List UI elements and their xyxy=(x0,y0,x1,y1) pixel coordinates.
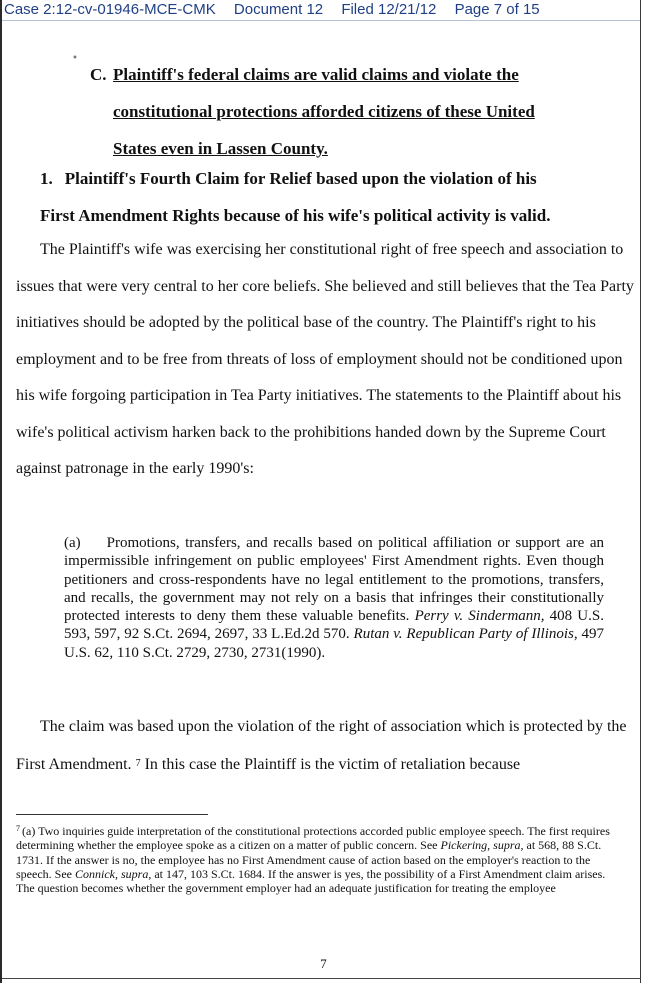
citation-rutan-name: Rutan v. Republican Party of Illinois, xyxy=(353,626,578,643)
scan-mark: • xyxy=(72,53,78,64)
subsection-1-line-1-text: Plaintiff's Fourth Claim for Relief based upon the violation of his xyxy=(64,169,537,188)
citation-rutan-details: 497 U.S. 62, 110 S.Ct. 2729, 2730, 2731(1990). xyxy=(64,626,605,661)
ecf-header xyxy=(4,0,640,20)
body-paragraph-1: The Plaintiff's wife was exercising her constitutional right of free speech and association to issues that were very central to her core beliefs. She believed and still believes that the Tea Party initiatives should be adopted by the political base of the country. The Plaintiff's right to his employment and to be free from threats of loss of employment should not be conditioned upon his wife forgoing participation in Tea Party initiatives. The statements to the Plaintiff about his wife's political activism harken back to the prohibitions handed down by the Supreme Court against patronage in the early 1990's: xyxy=(16,241,634,477)
quote-body: Promotions, transfers, and recalls based on political affiliation or support are an impermissible infringement on public employees' First Amendment rights. Even though petitioners and cross-respondents have no legal entitlement to the promotions, transfers, and recalls, the government may not rely on a basis that infringes their constitutionally protected interests to deny them these valuable benefits. xyxy=(64,535,604,625)
subsection-1-line-1 xyxy=(40,160,630,197)
page-number: 7 xyxy=(320,956,327,971)
page-left-border xyxy=(0,0,2,983)
filed-date: Filed 12/21/12 xyxy=(341,1,437,18)
footnote-cite-pickering: Pickering, supra, xyxy=(440,838,524,853)
footnote-text-3: at 147, 103 S.Ct. 1684. If the answer is yes, the possibility of a First Amendment claim arises. The question becomes whether the government employer had an adequate justification for treating the employee xyxy=(16,866,606,896)
footnote-reference-7[interactable]: 7 xyxy=(135,758,141,769)
citation-perry-details: 408 U.S. 593, 597, 92 S.Ct. 2694, 2697, 33 L.Ed.2d 570. xyxy=(64,608,604,643)
footnote-7 xyxy=(16,822,624,920)
citation-perry-name: Perry v. Sindermann, xyxy=(414,608,545,625)
section-c-line-1: Plaintiff's federal claims are valid claims and violate the xyxy=(113,65,519,84)
header-divider xyxy=(2,20,640,21)
subsection-1-heading xyxy=(40,160,630,234)
section-c-line-2: constitutional protections afforded citizens of these United xyxy=(113,102,535,121)
case-number: Case 2:12-cv-01946-MCE-CMK xyxy=(4,1,216,18)
page-right-border xyxy=(640,0,641,983)
section-c-label: C. xyxy=(90,65,107,84)
body-paragraph-2 xyxy=(16,708,634,783)
block-quote xyxy=(64,534,604,662)
paragraph-2-text-end: In this case the Plaintiff is the victim of retaliation because xyxy=(144,756,521,773)
quote-label: (a) xyxy=(64,535,81,551)
subsection-1-number: 1. xyxy=(40,169,53,188)
footnote-text-2: at 568, 88 S.Ct. 1731. If the answer is no, the employee has no First Amendment cause of action based on the employer's reaction to the speech. See xyxy=(16,838,602,881)
footnote-separator xyxy=(16,814,208,815)
section-c-heading xyxy=(90,56,610,167)
paragraph-2-text-start: The claim was based upon the violation of the right of association which is protected by the First Amendment. xyxy=(16,718,627,773)
bottom-divider xyxy=(2,978,640,979)
footnote-cite-connick: Connick, supra, xyxy=(74,866,152,881)
footnote-number: 7 xyxy=(16,824,20,833)
subsection-1-line-2: First Amendment Rights because of his wife's political activity is valid. xyxy=(40,206,551,225)
section-c-line-3: States even in Lassen County. xyxy=(113,139,328,158)
block-quote-text xyxy=(64,534,604,662)
page-indicator: Page 7 of 15 xyxy=(454,1,540,18)
footnote-text-1: (a) Two inquiries guide interpretation of the constitutional protections accorded public employee speech. The first requires determining whether the employee spoke as a citizen on a matter of public concern. See xyxy=(16,824,610,853)
document-number: Document 12 xyxy=(233,1,324,18)
